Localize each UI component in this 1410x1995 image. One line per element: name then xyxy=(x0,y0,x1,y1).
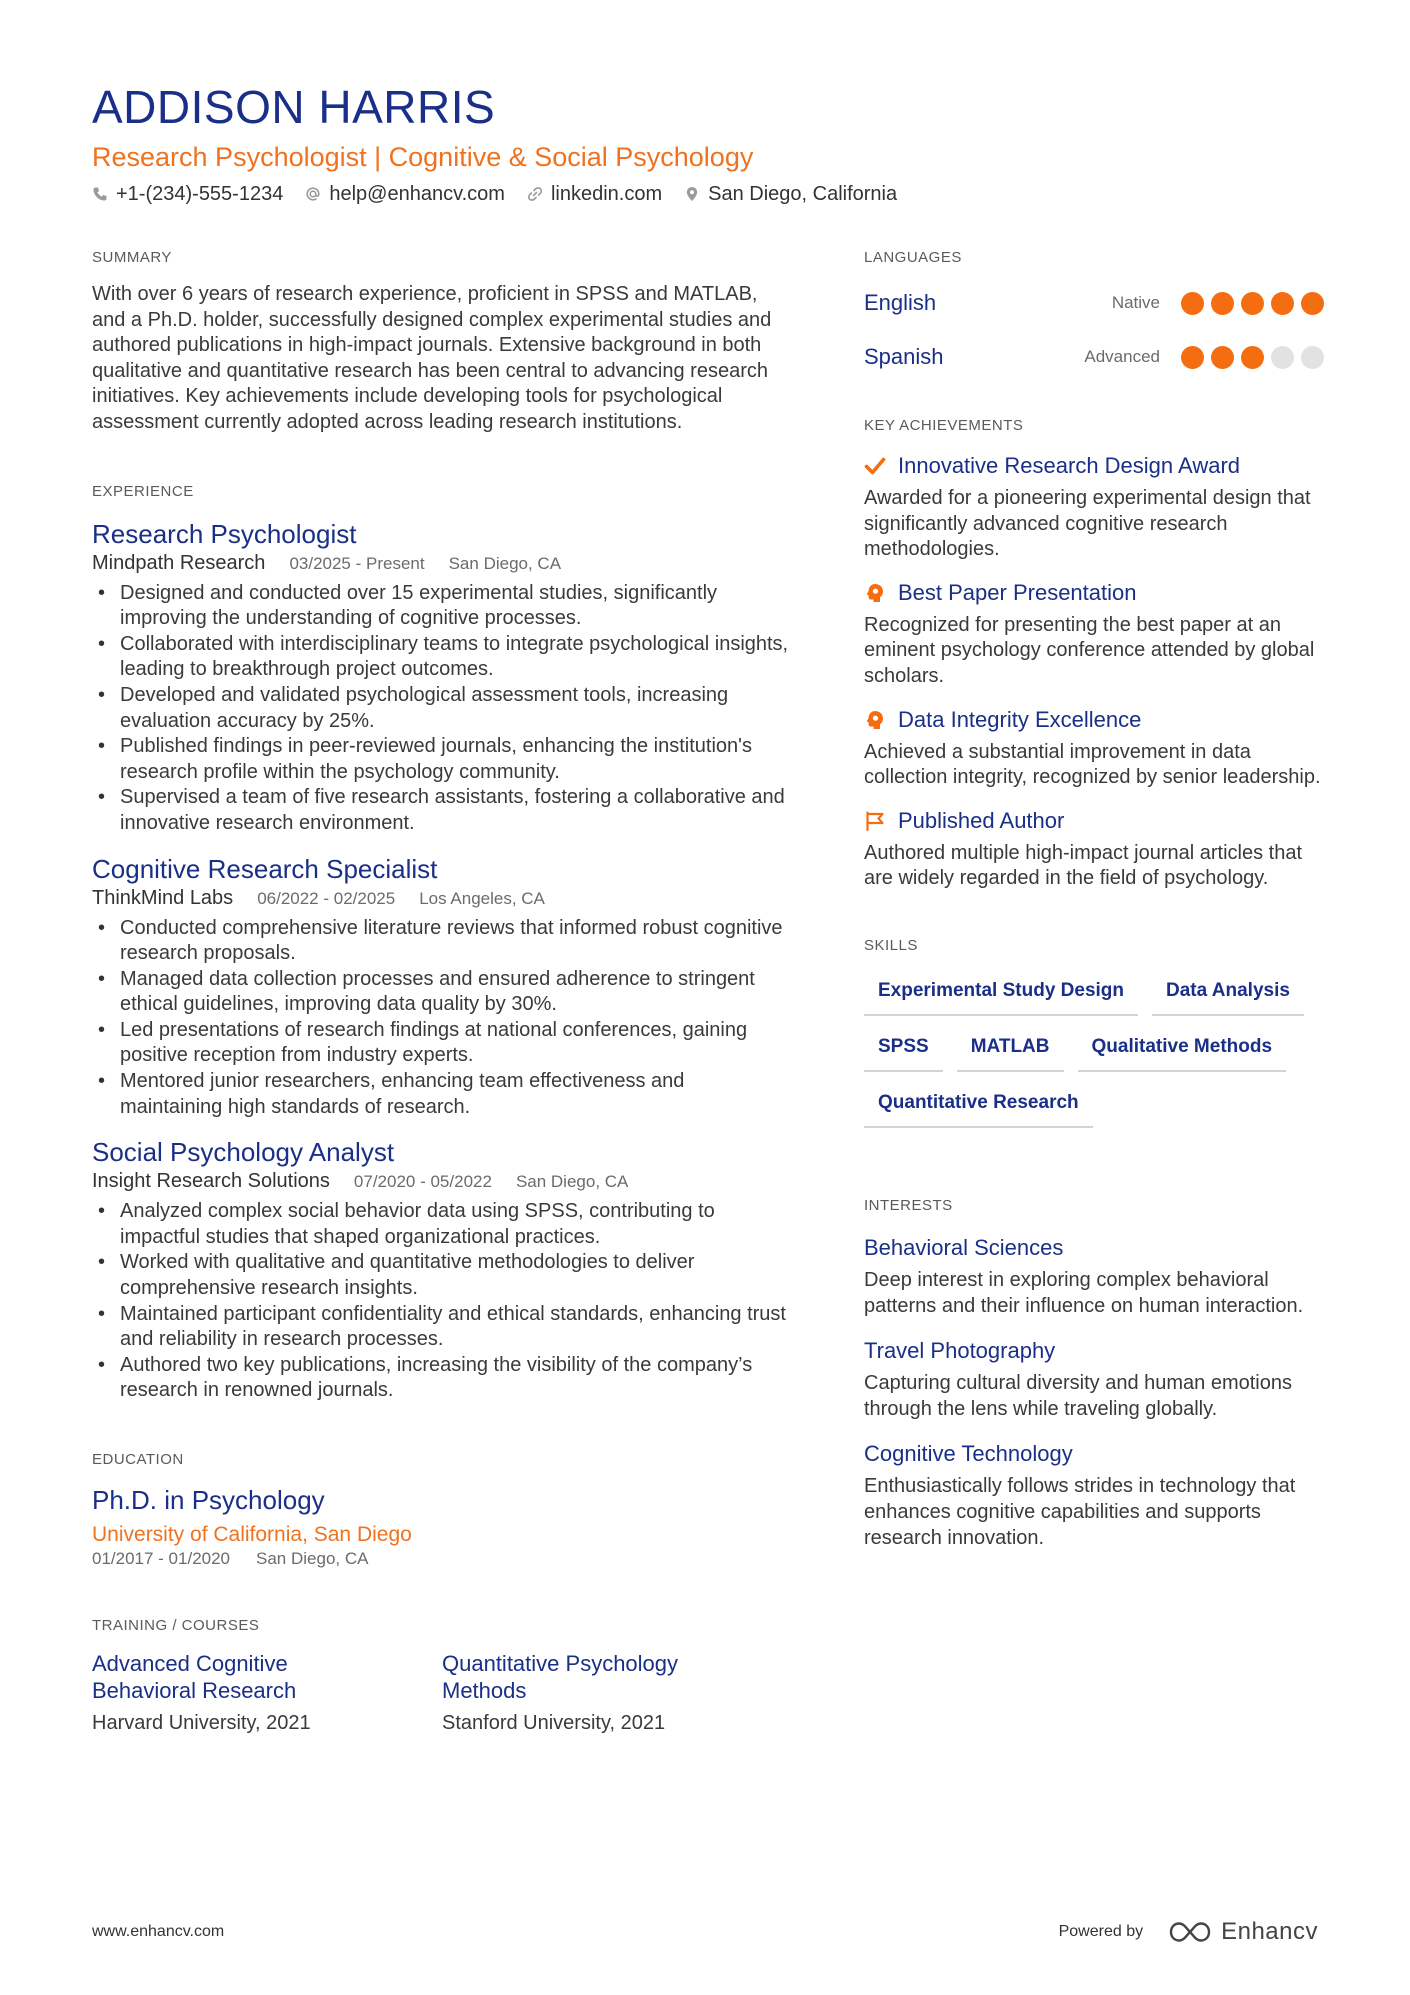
job-bullet: • Analyzed complex social behavior data using SPSS, contributing to impactful studies that shaped organizational practices. xyxy=(92,1199,792,1250)
achievement-text: Authored multiple high-impact journal articles that are widely regarded in the field of psychology. xyxy=(864,841,1302,890)
skill-list xyxy=(864,970,1324,1138)
language-name: Spanish xyxy=(864,344,944,369)
job-bullet: • Mentored junior researchers, enhancing team effectiveness and maintaining high standards of research. xyxy=(92,1069,792,1120)
flag-icon xyxy=(864,810,886,832)
education-section xyxy=(92,1450,792,1570)
achievement-text: Recognized for presenting the best paper at an eminent psychology conference attended by global scholars. xyxy=(864,613,1315,687)
interests-section xyxy=(864,1196,1324,1551)
rating-dot-filled xyxy=(1271,292,1294,315)
right-column xyxy=(864,248,1324,1551)
degree-title: Ph.D. in Psychology xyxy=(92,1485,325,1515)
interest-text: Enthusiastically follows strides in technology that enhances cognitive capabilities and supports research innovation. xyxy=(864,1475,1296,1549)
summary-text: With over 6 years of research experience, proficient in SPSS and MATLAB, and a Ph.D. holder, successfully designed complex experimental studies and authored publications in high-impact journals. Extensive background in both qualitative and quantitative research has been central to advancing research initiatives. Key achievements include developing tools for psychological assessment currently adopted across leading research institutions. xyxy=(92,283,772,433)
education-location: San Diego, CA xyxy=(256,1549,369,1568)
course-institution: Stanford University, 2021 xyxy=(442,1712,666,1734)
job-bullet: • Authored two key publications, increasing the visibility of the company’s research in renowned journals. xyxy=(92,1353,792,1404)
at-icon xyxy=(305,186,321,202)
phone-text: +1-(234)-555-1234 xyxy=(116,183,284,205)
rating-dot-filled xyxy=(1241,292,1264,315)
experience-section xyxy=(92,482,792,1404)
brand-name: Enhancv xyxy=(1221,1918,1318,1945)
course-title: Advanced Cognitive Behavioral Research xyxy=(92,1651,297,1703)
job-title: Research Psychologist xyxy=(92,518,357,549)
brand-logo[interactable] xyxy=(1167,1918,1318,1946)
job-location: San Diego, CA xyxy=(448,553,562,573)
contact-linkedin[interactable] xyxy=(527,180,662,208)
course-item xyxy=(442,1650,792,1736)
rating-dot-filled xyxy=(1211,292,1234,315)
interest-item xyxy=(864,1440,1324,1551)
course-institution: Harvard University, 2021 xyxy=(92,1712,311,1734)
job-entry xyxy=(92,853,792,1121)
achievement-title: Best Paper Presentation xyxy=(898,579,1137,605)
rating-dot-filled xyxy=(1241,346,1264,369)
interest-title: Cognitive Technology xyxy=(864,1441,1073,1467)
achievement-text: Achieved a substantial improvement in data collection integrity, recognized by senior leadership. xyxy=(864,740,1321,789)
language-row xyxy=(864,284,1324,322)
contact-location xyxy=(684,180,897,208)
rating-dot-empty xyxy=(1301,346,1324,369)
job-bullet: • Published findings in peer-reviewed journals, enhancing the institution's research profile within the psychology community. xyxy=(92,734,792,785)
job-location: Los Angeles, CA xyxy=(419,888,545,908)
job-title: Cognitive Research Specialist xyxy=(92,853,438,884)
linkedin-text[interactable]: linkedin.com xyxy=(550,183,663,205)
languages-section xyxy=(864,248,1324,376)
achievement-item xyxy=(864,579,1324,690)
job-entry xyxy=(92,1136,792,1404)
skill-tag: Quantitative Research xyxy=(864,1082,1093,1128)
achievement-item xyxy=(864,807,1324,892)
footer xyxy=(92,1918,1318,1946)
course-item xyxy=(92,1650,442,1736)
job-bullet: • Developed and validated psychological assessment tools, increasing evaluation accuracy by 25%. xyxy=(92,683,792,734)
job-dates: 06/2022 - 02/2025 xyxy=(257,888,396,908)
training-heading: TRAINING / COURSES xyxy=(92,1617,260,1634)
left-column xyxy=(92,248,792,1736)
link-icon xyxy=(527,186,543,202)
job-bullet: • Collaborated with interdisciplinary teams to integrate psychological insights, leading to breakthrough project outcomes. xyxy=(92,632,792,683)
interest-title: Behavioral Sciences xyxy=(864,1234,1064,1260)
job-bullet: • Led presentations of research findings at national conferences, gaining positive reception from industry experts. xyxy=(92,1018,792,1069)
achievement-title: Published Author xyxy=(898,807,1065,833)
interest-item xyxy=(864,1234,1324,1319)
powered-by xyxy=(1059,1918,1318,1946)
candidate-title: Research Psychologist | Cognitive & Social Psychology xyxy=(92,142,754,172)
achievements-heading: KEY ACHIEVEMENTS xyxy=(864,417,1024,434)
contact-bar xyxy=(92,180,1322,208)
course-list xyxy=(92,1650,792,1736)
job-bullet: • Designed and conducted over 15 experimental studies, significantly improving the understanding of cognitive processes. xyxy=(92,581,792,632)
email-text[interactable]: help@enhancv.com xyxy=(329,183,505,205)
language-name: English xyxy=(864,290,937,315)
job-meta xyxy=(92,1168,792,1195)
achievement-title: Data Integrity Excellence xyxy=(898,706,1142,732)
skill-tag: Data Analysis xyxy=(1152,970,1304,1016)
achievement-item xyxy=(864,706,1324,791)
education-heading: EDUCATION xyxy=(92,1451,184,1468)
location-pin-icon xyxy=(684,186,700,202)
candidate-name: ADDISON HARRIS xyxy=(92,81,496,133)
language-level: Native xyxy=(1111,293,1160,312)
job-title: Social Psychology Analyst xyxy=(92,1137,395,1168)
head-icon xyxy=(864,582,886,604)
rating-dot-empty xyxy=(1271,346,1294,369)
language-row xyxy=(864,338,1324,376)
contact-email[interactable] xyxy=(305,180,505,208)
job-entry xyxy=(92,518,792,837)
language-rating xyxy=(1174,292,1324,315)
summary-section xyxy=(92,248,792,436)
rating-dot-filled xyxy=(1181,346,1204,369)
job-bullets xyxy=(92,916,792,1121)
job-company: Mindpath Research xyxy=(92,551,266,574)
job-company: Insight Research Solutions xyxy=(92,1170,330,1193)
rating-dot-filled xyxy=(1301,292,1324,315)
summary-heading: SUMMARY xyxy=(92,249,172,266)
skill-tag: MATLAB xyxy=(957,1026,1064,1072)
course-title: Quantitative Psychology Methods xyxy=(442,1651,679,1703)
languages-heading: LANGUAGES xyxy=(864,249,962,266)
skill-tag: SPSS xyxy=(864,1026,943,1072)
footer-url[interactable]: www.enhancv.com xyxy=(92,1923,225,1940)
job-bullet: • Supervised a team of five research assistants, fostering a collaborative and innovative research environment. xyxy=(92,785,792,836)
school-name: University of California, San Diego xyxy=(92,1523,412,1546)
head-icon xyxy=(864,709,886,731)
interests-heading: INTERESTS xyxy=(864,1196,953,1214)
interest-item xyxy=(864,1337,1324,1422)
achievement-text: Awarded for a pioneering experimental design that significantly advanced cognitive research methodologies. xyxy=(864,487,1311,561)
education-meta xyxy=(92,1548,792,1570)
enhancv-logo-icon xyxy=(1167,1920,1213,1944)
location-text: San Diego, California xyxy=(708,183,898,205)
job-location: San Diego, CA xyxy=(515,1172,629,1192)
job-bullet: • Managed data collection processes and ensured adherence to stringent ethical guidelines, improving data quality by 30%. xyxy=(92,967,792,1018)
language-rating xyxy=(1174,346,1324,369)
achievement-title: Innovative Research Design Award xyxy=(898,453,1241,478)
job-dates: 07/2020 - 05/2022 xyxy=(353,1172,492,1192)
powered-by-label: Powered by xyxy=(1058,1923,1144,1940)
contact-phone xyxy=(92,180,283,208)
rating-dot-filled xyxy=(1211,346,1234,369)
job-bullet: • Worked with qualitative and quantitative methodologies to deliver comprehensive research insights. xyxy=(92,1250,792,1301)
phone-icon xyxy=(92,186,108,202)
skills-section xyxy=(864,936,1324,1138)
skill-tag: Qualitative Methods xyxy=(1078,1026,1287,1072)
interest-title: Travel Photography xyxy=(864,1338,1056,1364)
job-company: ThinkMind Labs xyxy=(92,886,234,909)
achievement-item xyxy=(864,452,1324,563)
job-bullet: • Conducted comprehensive literature reviews that informed robust cognitive research proposals. xyxy=(92,916,792,967)
check-icon xyxy=(864,455,886,477)
achievements-section xyxy=(864,416,1324,892)
job-dates: 03/2025 - Present xyxy=(289,553,425,573)
skills-heading: SKILLS xyxy=(864,936,918,954)
rating-dot-filled xyxy=(1181,292,1204,315)
header xyxy=(92,80,1322,208)
job-bullets xyxy=(92,1199,792,1404)
language-level: Advanced xyxy=(1084,347,1160,366)
experience-heading: EXPERIENCE xyxy=(92,482,194,500)
job-meta xyxy=(92,550,792,577)
interest-text: Capturing cultural diversity and human emotions through the lens while traveling globally. xyxy=(864,1372,1292,1420)
interest-text: Deep interest in exploring complex behavioral patterns and their influence on human interaction. xyxy=(864,1268,1304,1317)
training-section xyxy=(92,1616,792,1736)
job-meta xyxy=(92,885,792,912)
job-bullet: • Maintained participant confidentiality and ethical standards, enhancing trust and reliability in research processes. xyxy=(92,1302,792,1353)
job-bullets xyxy=(92,581,792,837)
education-dates: 01/2017 - 01/2020 xyxy=(92,1549,231,1568)
skill-tag: Experimental Study Design xyxy=(864,970,1138,1016)
